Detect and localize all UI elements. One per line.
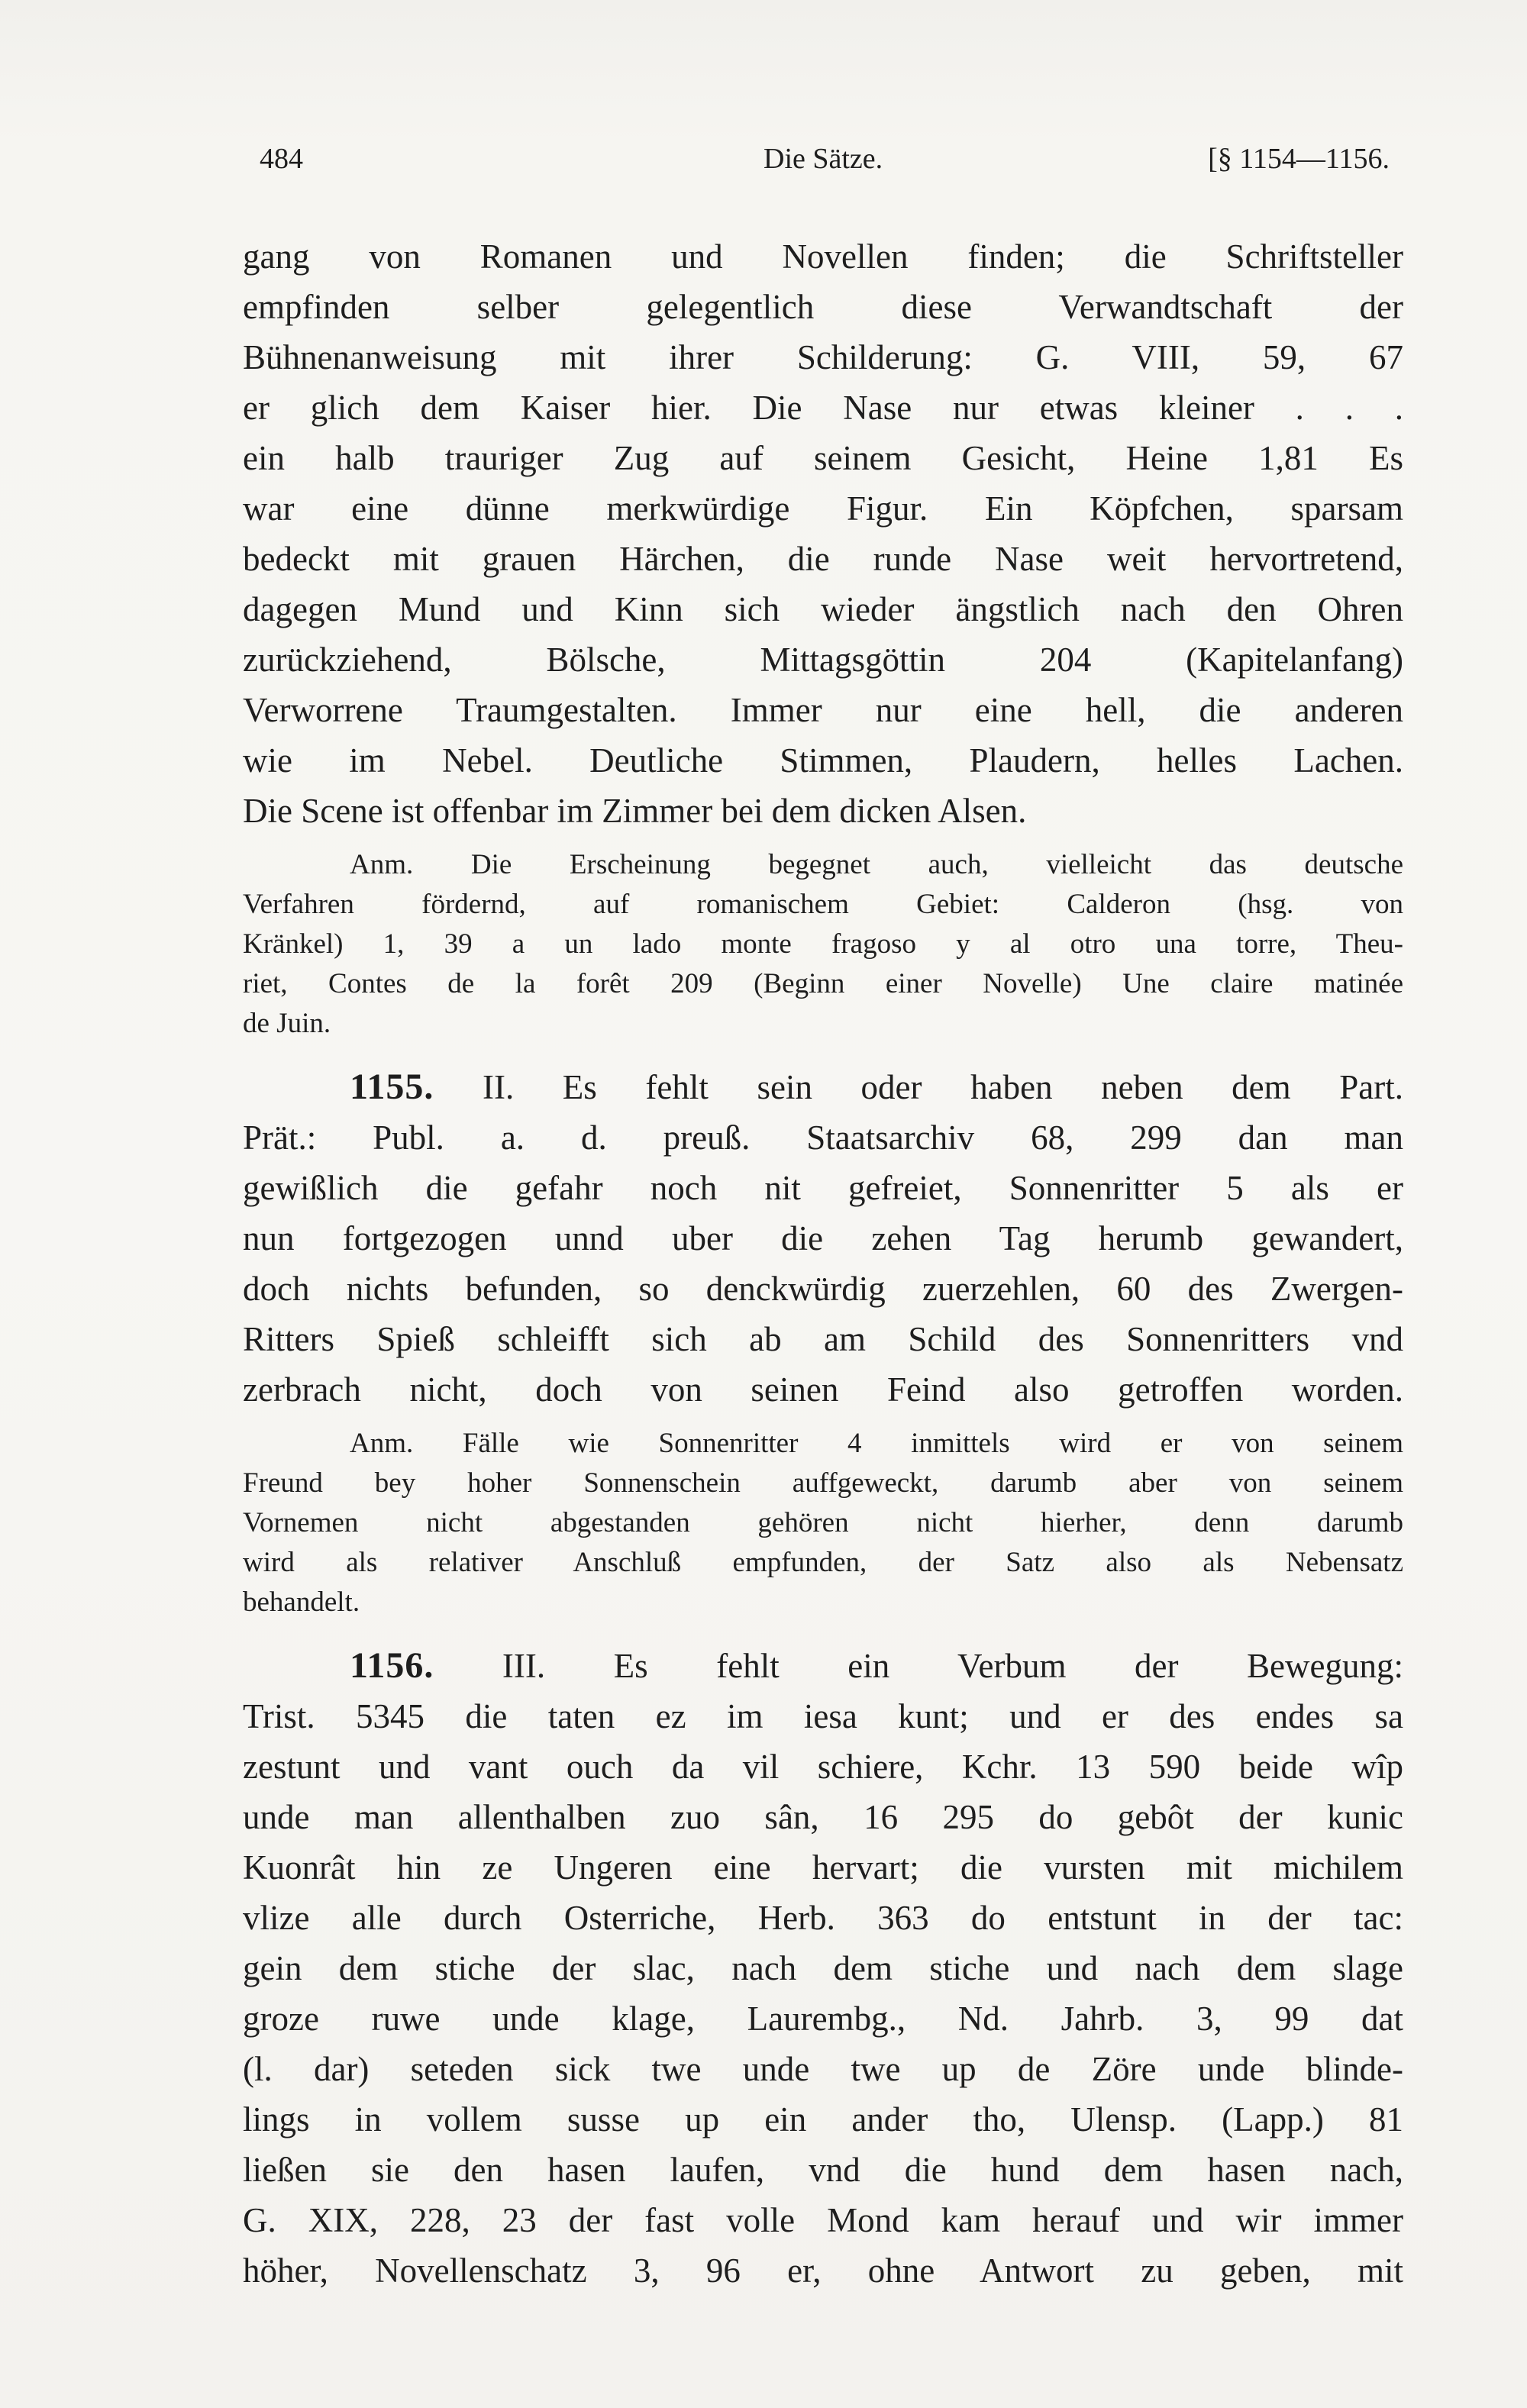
page-body	[243, 231, 1403, 2296]
note-line: riet, Contes de la forêt 209 (Beginn einer Novelle) Une claire matinée	[243, 968, 1403, 999]
text-line: dagegen Mund und Kinn sich wieder ängstlich nach den Ohren	[243, 590, 1403, 628]
text-line: gewißlich die gefahr noch nit gefreiet, Sonnenritter 5 als er	[243, 1169, 1403, 1207]
text-line: bedeckt mit grauen Härchen, die runde Nase weit hervortretend,	[243, 540, 1403, 578]
text-line: groze ruwe unde klage, Laurembg., Nd. Jahrb. 3, 99 dat	[243, 2000, 1403, 2038]
text-line: gang von Romanen und Novellen finden; die Schriftsteller	[243, 237, 1403, 276]
text-line: ließen sie den hasen laufen, vnd die hund dem hasen nach,	[243, 2151, 1403, 2189]
text-line: G. XIX, 228, 23 der fast volle Mond kam herauf und wir immer	[243, 2201, 1403, 2239]
text-line: vlize alle durch Osterriche, Herb. 363 do entstunt in der tac:	[243, 1899, 1403, 1937]
note-line: behandelt.	[243, 1587, 360, 1618]
note-line: Anm. Fälle wie Sonnenritter 4 inmittels wird er von seinem	[350, 1428, 1403, 1459]
text-line: doch nichts befunden, so denckwürdig zuerzehlen, 60 des Zwergen-	[243, 1270, 1403, 1308]
text-line: Bühnenanweisung mit ihrer Schilderung: G. VIII, 59, 67	[243, 338, 1403, 376]
text-line: zerbrach nicht, doch von seinen Feind also getroffen worden.	[243, 1370, 1403, 1409]
text-line: Prät.: Publ. a. d. preuß. Staatsarchiv 68, 299 dan man	[243, 1118, 1403, 1157]
text-line: er glich dem Kaiser hier. Die Nase nur etwas kleiner . . .	[243, 389, 1403, 427]
text-line: war eine dünne merkwürdige Figur. Ein Köpfchen, sparsam	[243, 489, 1403, 528]
text-line: Kuonrât hin ze Ungeren eine hervart; die vursten mit michilem	[243, 1848, 1403, 1887]
note-line: wird als relativer Anschluß empfunden, der Satz also als Nebensatz	[243, 1547, 1403, 1578]
text-line: zurückziehend, Bölsche, Mittagsgöttin 204 (Kapitelanfang)	[243, 641, 1403, 679]
section-number: 1156.	[350, 1645, 434, 1686]
text-line: Verworrene Traumgestalten. Immer nur eine hell, die anderen	[243, 691, 1403, 729]
section-text: III. Es fehlt ein Verbum der Bewegung:	[502, 1647, 1403, 1685]
section-text: II. Es fehlt sein oder haben neben dem Part.	[482, 1068, 1403, 1106]
section-heading-1156	[243, 1641, 1403, 1691]
page-number: 484	[260, 143, 303, 175]
text-line: Ritters Spieß schleifft sich ab am Schild des Sonnenritters vnd	[243, 1320, 1403, 1358]
note-line: Freund bey hoher Sonnenschein auffgeweckt, darumb aber von seinem	[243, 1467, 1403, 1499]
text-line: zestunt und vant ouch da vil schiere, Kchr. 13 590 beide wîp	[243, 1748, 1403, 1786]
text-line: höher, Novellenschatz 3, 96 er, ohne Antwort zu geben, mit	[243, 2251, 1403, 2290]
text-line: ein halb trauriger Zug auf seinem Gesicht, Heine 1,81 Es	[243, 439, 1403, 477]
running-title: Die Sätze.	[764, 143, 883, 175]
running-header	[260, 142, 1390, 188]
note-line: Vornemen nicht abgestanden gehören nicht hierher, denn darumb	[243, 1507, 1403, 1538]
text-line: (l. dar) seteden sick twe unde twe up de Zöre unde blinde-	[243, 2050, 1403, 2088]
note-line: Kränkel) 1, 39 a un lado monte fragoso y al otro una torre, Theu-	[243, 928, 1403, 960]
note-line: Verfahren fördernd, auf romanischem Gebiet: Calderon (hsg. von	[243, 889, 1403, 920]
text-line: gein dem stiche der slac, nach dem stiche und nach dem slage	[243, 1949, 1403, 1987]
text-line: empfinden selber gelegentlich diese Verwandtschaft der	[243, 288, 1403, 326]
text-line: Die Scene ist offenbar im Zimmer bei dem dicken Alsen.	[243, 792, 1027, 830]
section-heading-1155	[243, 1062, 1403, 1112]
text-line: nun fortgezogen unnd uber die zehen Tag herumb gewandert,	[243, 1219, 1403, 1257]
note-line: de Juin.	[243, 1008, 331, 1039]
section-number: 1155.	[350, 1067, 434, 1107]
text-line: lings in vollem susse up ein ander tho, Ulensp. (Lapp.) 81	[243, 2100, 1403, 2138]
text-line: Trist. 5345 die taten ez im iesa kunt; und er des endes sa	[243, 1697, 1403, 1735]
text-line: unde man allenthalben zuo sân, 16 295 do gebôt der kunic	[243, 1798, 1403, 1836]
section-range: [§ 1154—1156.	[1208, 143, 1390, 175]
text-line: wie im Nebel. Deutliche Stimmen, Plaudern, helles Lachen.	[243, 741, 1403, 780]
note-line: Anm. Die Erscheinung begegnet auch, vielleicht das deutsche	[350, 849, 1403, 880]
